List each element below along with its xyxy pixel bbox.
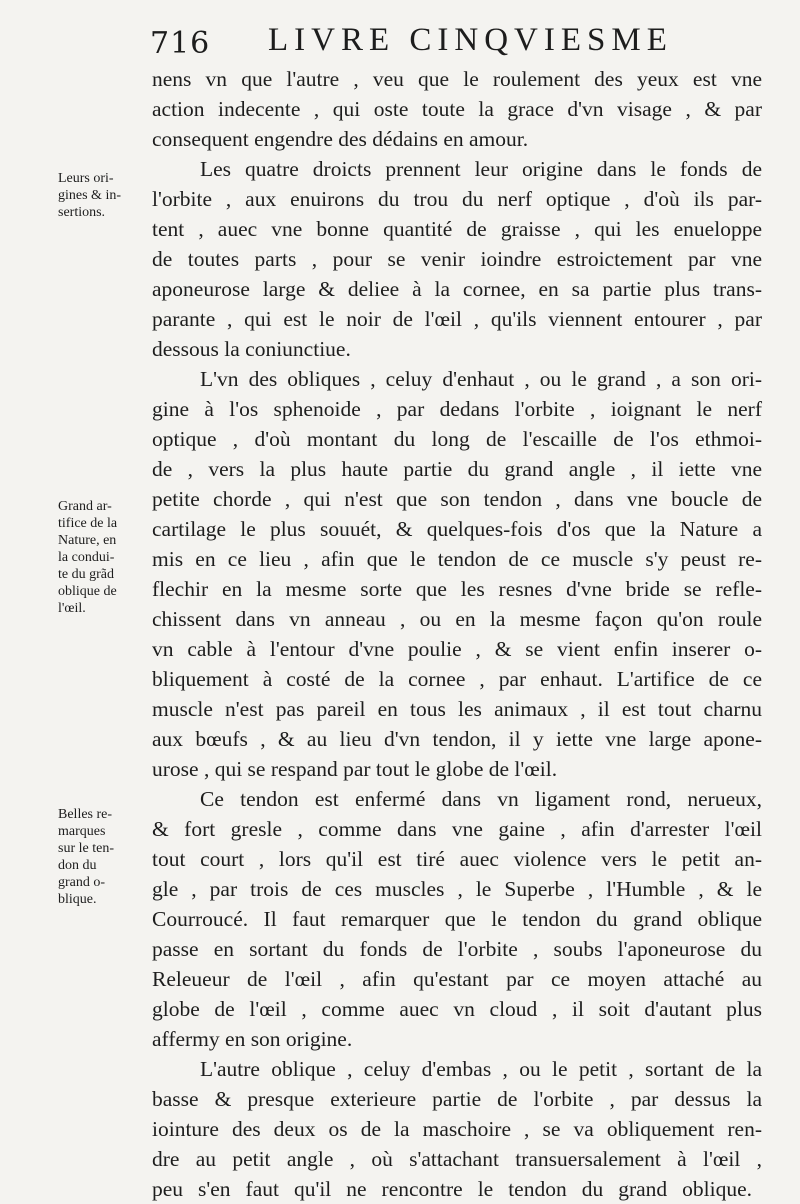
text-line: action indecente , qui oste toute la grace d'vn visage , & par xyxy=(152,97,762,121)
margin-note-line: grand o- xyxy=(58,875,106,890)
text-line: flechir en la mesme sorte que les resnes d'vne bride se refle- xyxy=(152,577,762,601)
margin-note-line: Grand ar- xyxy=(58,499,112,514)
margin-note-line: blique. xyxy=(58,892,97,907)
text-line: nens vn que l'autre , veu que le roulement des yeux est vne xyxy=(152,67,762,91)
running-head: LIVRE CINQVIESME xyxy=(268,22,673,58)
text-line: Ce tendon est enfermé dans vn ligament rond, nerueux, xyxy=(200,787,762,811)
text-line: basse & presque exterieure partie de l'orbite , par dessus la xyxy=(152,1087,762,1111)
margin-note-line: te du grãd xyxy=(58,567,114,582)
text-line: peu s'en faut qu'il ne rencontre le tendon du grand oblique. xyxy=(152,1177,752,1201)
text-line: Les quatre droicts prennent leur origine dans le fonds de xyxy=(200,157,762,181)
margin-note-line: la condui- xyxy=(58,550,115,565)
text-line: l'orbite , aux enuirons du trou du nerf optique , d'où ils par- xyxy=(152,187,762,211)
text-line: muscle n'est pas pareil en tous les animaux , il est tout charnu xyxy=(152,697,762,721)
text-line: aponeurose large & deliee à la cornee, en sa partie plus trans- xyxy=(152,277,762,301)
text-line: tout court , lors qu'il est tiré auec violence vers le petit an- xyxy=(152,847,762,871)
text-line: petite chorde , qui n'est que son tendon , dans vne boucle de xyxy=(152,487,762,511)
margin-note-line: Belles re- xyxy=(58,807,113,822)
text-line: L'autre oblique , celuy d'embas , ou le petit , sortant de la xyxy=(200,1057,762,1081)
margin-note-line: oblique de xyxy=(58,584,117,599)
text-line: urose , qui se respand par tout le globe de l'œil. xyxy=(152,757,558,781)
margin-note-line: tifice de la xyxy=(58,516,118,531)
text-line: cartilage le plus souuét, & quelques-fois d'os que la Nature a xyxy=(152,517,762,541)
text-line: dre au petit angle , où s'attachant transuersalement à l'œil , xyxy=(152,1147,762,1171)
text-line: parante , qui est le noir de l'œil , qu'ils viennent entourer , par xyxy=(152,307,762,331)
text-line: & fort gresle , comme dans vne gaine , afin d'arrester l'œil xyxy=(152,817,762,841)
margin-note-line: sertions. xyxy=(58,205,106,220)
margin-note-line: don du xyxy=(58,858,97,873)
margin-note-line: Leurs ori- xyxy=(58,171,114,186)
page-number: 716 xyxy=(150,26,211,61)
margin-note-origins xyxy=(58,170,156,221)
text-line: mis en ce lieu , afin que le tendon de ce muscle s'y peust re- xyxy=(152,547,762,571)
text-line: dessous la coniunctiue. xyxy=(152,337,351,361)
text-line: chissent dans vn anneau , ou en la mesme façon qu'on roule xyxy=(152,607,762,631)
margin-note-line: Nature, en xyxy=(58,533,117,548)
text-line: globe de l'œil , comme auec vn cloud , il soit d'autant plus xyxy=(152,997,762,1021)
text-line: passe en sortant du fonds de l'orbite , soubs l'aponeurose du xyxy=(152,937,762,961)
text-line: gine à l'os sphenoide , par dedans l'orbite , ioignant le nerf xyxy=(152,397,762,421)
text-line: Releueur de l'œil , afin qu'estant par ce moyen attaché au xyxy=(152,967,762,991)
margin-note-tendon xyxy=(58,806,156,908)
text-line: de toutes parts , pour se venir ioindre estroictement par vne xyxy=(152,247,762,271)
text-line: bliquement à costé de la cornee , par enhaut. L'artifice de ce xyxy=(152,667,762,691)
page-header xyxy=(150,22,750,66)
margin-note-line: sur le ten- xyxy=(58,841,114,856)
margin-note-artifice xyxy=(58,498,156,617)
text-line: tent , auec vne bonne quantité de graisse , qui les enueloppe xyxy=(152,217,762,241)
margin-note-line: gines & in- xyxy=(58,188,121,203)
text-line: gle , par trois de ces muscles , le Superbe , l'Humble , & le xyxy=(152,877,762,901)
text-line: de , vers la plus haute partie du grand angle , il iette vne xyxy=(152,457,762,481)
text-line: Courroucé. Il faut remarquer que le tendon du grand oblique xyxy=(152,907,762,931)
text-line: optique , d'où montant du long de l'escaille de l'os ethmoi- xyxy=(152,427,762,451)
text-line: vn cable à l'entour d'vne poulie , & se vient enfin inserer o- xyxy=(152,637,762,661)
text-line: aux bœufs , & au lieu d'vn tendon, il y iette vne large apone- xyxy=(152,727,762,751)
margin-note-line: marques xyxy=(58,824,106,839)
text-line: consequent engendre des dédains en amour. xyxy=(152,127,529,151)
text-line: L'vn des obliques , celuy d'enhaut , ou le grand , a son ori- xyxy=(200,367,762,391)
text-line: iointure des deux os de la maschoire , se va obliquement ren- xyxy=(152,1117,762,1141)
text-line: affermy en son origine. xyxy=(152,1027,353,1051)
margin-note-line: l'œil. xyxy=(58,601,86,616)
